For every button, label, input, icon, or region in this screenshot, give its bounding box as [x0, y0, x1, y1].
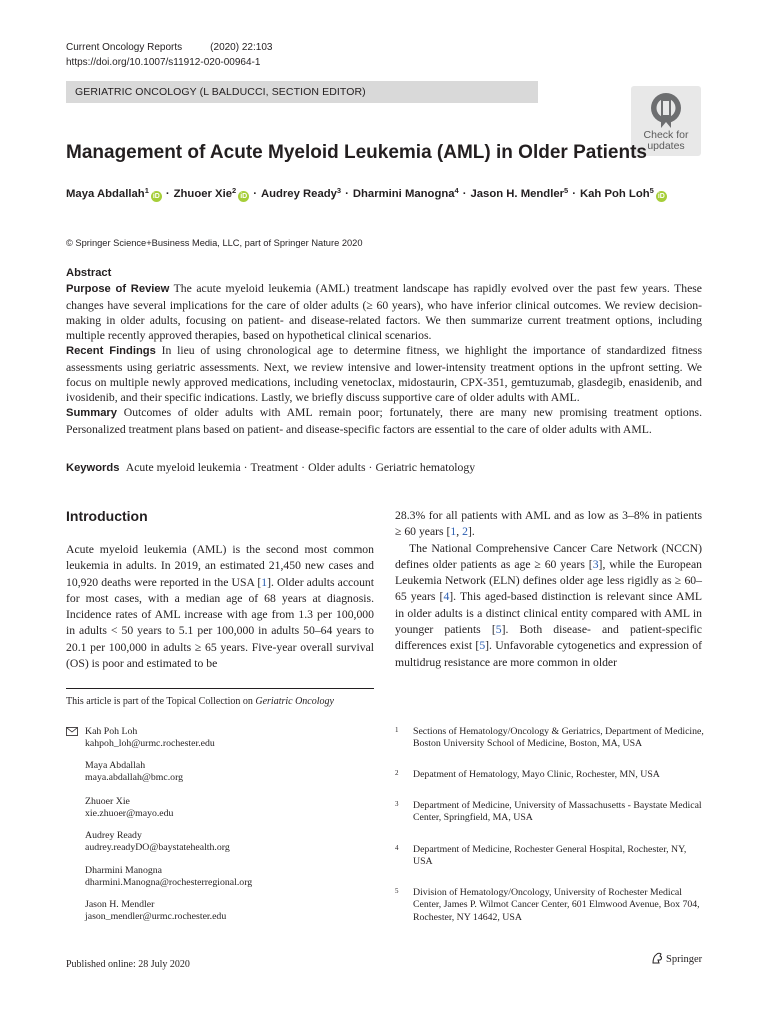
orcid-icon[interactable]: iD [152, 193, 160, 200]
author-separator: · [572, 188, 576, 200]
citation-link[interactable]: 5 [495, 623, 502, 637]
journal-info [66, 40, 272, 70]
crossmark-icon [650, 92, 682, 128]
author-name[interactable]: Jason H. Mendler [470, 188, 565, 200]
author-name[interactable]: Audrey Ready [260, 188, 337, 200]
author-name[interactable]: Kah Poh Loh [579, 188, 650, 200]
citation-link[interactable]: 3 [592, 557, 599, 571]
author-affiliation-marker: 2 [232, 186, 237, 195]
contact-entry: Maya Abdallah maya.abdallah@bmc.org [85, 760, 184, 784]
citation-link[interactable]: 4 [443, 590, 450, 604]
orcid-icon[interactable]: iD [240, 193, 248, 200]
email-link[interactable]: xie.zhuoer@mayo.edu [85, 808, 174, 820]
journal-name: Current Oncology Reports [66, 42, 183, 53]
keywords: Keywords Acute myeloid leukemia · Treatment · Older adults · Geriatric hematology [66, 461, 476, 474]
findings-label: Recent Findings [66, 345, 156, 358]
purpose-text: The acute myeloid leukemia (AML) treatment landscape has rapidly evolved over the past few years. These changes have several implications for the care of older adults (≥ 60 years), who have inferior clinical outcomes. We review decision-making in older adults, focusing on patient- and disease-related factors. We then summarize current treatment options, including multiple recently approved therapies, based on hypothetical clinical scenarios. [66, 282, 702, 342]
summary-label: Summary [66, 407, 117, 420]
keyword-item: Older adults [308, 461, 366, 474]
author-name[interactable]: Zhuoer Xie [173, 188, 233, 200]
footnote-divider [66, 688, 374, 689]
author-affiliation-marker: 1 [144, 186, 149, 195]
purpose-label: Purpose of Review [66, 283, 170, 296]
intro-paragraph-1: Acute myeloid leukemia (AML) is the second most common leukemia in adults. In 2019, an estimated 21,450 new cases and 10,920 deaths were reported in the USA [1]. Older adults account for most cases, with a median age of 68 years at diagnosis. Incidence rates of AML increase with age from 1.3 per 100,000 in adults < 50 years to 5.1 per 100,000 in adults 50–64 years to 20.1 per 100,000 in adults ≥ 65 years. Five-year overall survival (OS) is poor and estimated to be [66, 543, 375, 671]
abstract-summary [66, 405, 702, 437]
author-separator: · [253, 188, 257, 200]
keyword-item: Geriatric hematology [375, 461, 476, 474]
check-updates-label-2: updates [647, 140, 685, 152]
publisher-logo [650, 951, 702, 967]
topical-collection-note: This article is part of the Topical Collection on Geriatric Oncology [66, 696, 334, 707]
author-affiliation-marker: 5 [564, 186, 569, 195]
citation-link[interactable]: 2 [462, 525, 468, 539]
author-name[interactable]: Dharmini Manogna [352, 188, 455, 200]
findings-text: In lieu of using chronological age to determine fitness, we highlight the importance of standardized fitness assessments using geriatric assessments. Next, we review intensive and lower-intensity treatment options in the upfront setting. We focus on multiple newly approved medications, including venetoclax, midostaurin, CPX-351, gemtuzumab, glasdegib, enasidenib, and ivosidenib, and their specific indications. Lastly, we briefly discuss supportive care of older adults with AML. [66, 344, 702, 404]
author-separator: · [165, 188, 170, 200]
topical-collection-name: Geriatric Oncology [255, 696, 334, 707]
author-name[interactable]: Maya Abdallah [66, 188, 145, 200]
citation-link[interactable]: 1 [261, 575, 268, 589]
keywords-label: Keywords [66, 462, 120, 474]
email-link[interactable]: jason_mendler@urmc.rochester.edu [85, 911, 227, 923]
introduction-heading: Introduction [66, 508, 148, 524]
contact-entry: Zhuoer Xie xie.zhuoer@mayo.edu [85, 796, 174, 820]
author-separator: · [462, 188, 467, 200]
contact-entry: Audrey Ready audrey.readyDO@baystatehealth.org [85, 830, 230, 854]
published-date: Published online: 28 July 2020 [66, 959, 190, 970]
citation-link[interactable]: 1 [450, 525, 457, 539]
check-updates-label-1: Check for [643, 129, 689, 141]
copyright-notice: © Springer Science+Business Media, LLC, part of Springer Nature 2020 [66, 238, 363, 248]
author-separator: · [345, 188, 349, 200]
envelope-icon [66, 727, 78, 736]
author-affiliation-marker: 5 [649, 186, 654, 195]
author-affiliation-marker: 4 [454, 186, 459, 195]
article-title: Management of Acute Myeloid Leukemia (AML) in Older Patients [66, 142, 647, 163]
abstract-findings [66, 343, 702, 405]
citation-link[interactable]: 5 [479, 639, 486, 653]
doi-link[interactable]: https://doi.org/10.1007/s11912-020-00964-1 [66, 57, 261, 68]
email-link[interactable]: kahpoh_loh@urmc.rochester.edu [85, 738, 215, 750]
email-link[interactable]: audrey.readyDO@baystatehealth.org [85, 842, 230, 854]
springer-horse-icon [650, 951, 664, 965]
email-link[interactable]: dharmini.Manogna@rochesterregional.org [85, 877, 253, 889]
abstract [66, 266, 702, 437]
contact-entry: Kah Poh Loh kahpoh_loh@urmc.rochester.edu [85, 726, 215, 750]
contact-entry: Dharmini Manogna dharmini.Manogna@rochesterregional.org [85, 865, 253, 889]
keyword-item: Acute myeloid leukemia [125, 461, 241, 474]
abstract-purpose [66, 281, 702, 343]
intro-right-column [395, 508, 702, 671]
intro-paragraph-2: The National Comprehensive Cancer Care Network (NCCN) defines older patients as age ≥ 60 years [3], while the European Leukemia Network (ELN) defines older age less rigidly as ≥ 60–65 years [4]. This aged-based distinction is relevant since AML in older adults is a distinct clinical entity compared with AML in younger patients [5]. Both disease- and patient-specific differences exist [5]. Unfavorable cytogenetics and expression of multidrug resistance are more common in older [395, 541, 702, 669]
intro-paragraph-1-cont: 28.3% for all patients with AML and as low as 3–8% in patients ≥ 60 years [1, 2]. [395, 509, 702, 539]
intro-left-column [66, 542, 374, 672]
contact-entry: Jason H. Mendler jason_mendler@urmc.rochester.edu [85, 899, 227, 923]
author-affiliation-marker: 3 [336, 186, 342, 195]
abstract-heading: Abstract [66, 267, 112, 279]
publisher-name: Springer [666, 954, 703, 965]
orcid-icon[interactable]: iD [657, 193, 665, 200]
journal-volume: (2020) 22:103 [210, 42, 273, 53]
section-label: GERIATRIC ONCOLOGY (L BALDUCCI, SECTION EDITOR) [66, 81, 538, 103]
author-list [66, 183, 667, 202]
email-link[interactable]: maya.abdallah@bmc.org [85, 772, 184, 784]
summary-text: Outcomes of older adults with AML remain poor; fortunately, there are many new promising treatment options. Personalized treatment plans based on patient- and disease-specific factors are essential to the care of older adults with AML. [66, 406, 703, 436]
keyword-item: Treatment [250, 461, 299, 474]
